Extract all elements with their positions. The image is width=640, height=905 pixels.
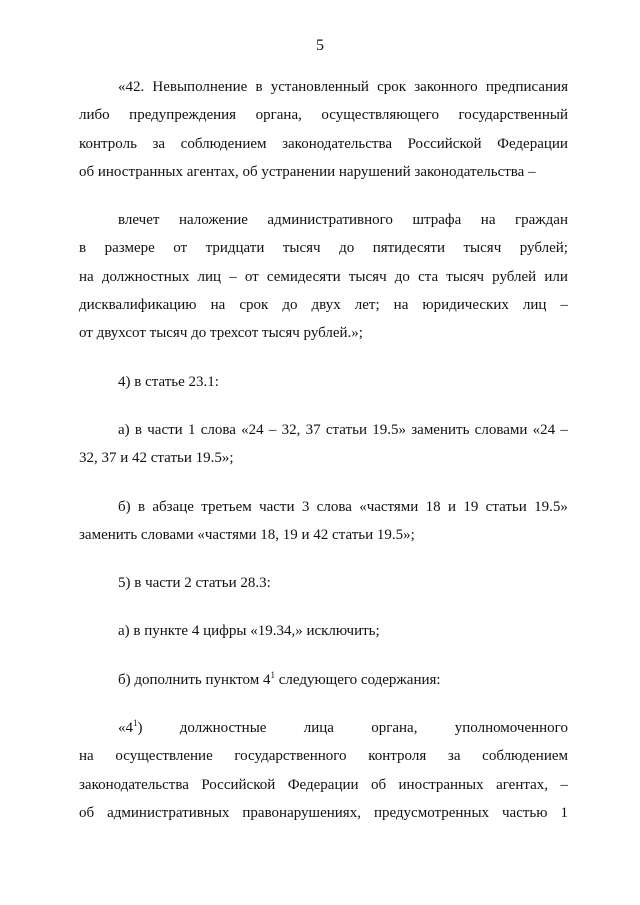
word: частью — [502, 804, 548, 821]
word: размере — [104, 240, 155, 257]
word: двух — [311, 297, 341, 314]
word: 18 — [425, 498, 441, 515]
word: наложение — [178, 212, 248, 229]
word: срок — [377, 79, 407, 95]
word: влечет — [118, 212, 160, 229]
word: лет; — [354, 297, 380, 314]
word: в — [79, 240, 87, 257]
word: уполномоченного — [454, 720, 568, 737]
word: должностных — [101, 268, 190, 285]
text-line: 5) в части 2 статьи 28.3: — [118, 575, 271, 592]
paragraph — [79, 73, 568, 186]
word: на — [79, 748, 94, 765]
page-number: 5 — [316, 37, 324, 54]
word: законодательства — [79, 776, 189, 793]
text-line — [79, 493, 568, 521]
text-line: заменить словами «частями 18, 19 и 42 статьи 19.5»; — [79, 526, 415, 543]
word: на — [79, 268, 94, 285]
word: срок — [239, 297, 269, 314]
word: законного — [414, 79, 478, 95]
superscript: 1 — [133, 718, 138, 729]
word: иностранных — [398, 776, 484, 793]
word: соблюдением — [482, 748, 568, 765]
word: 32, — [281, 421, 301, 438]
word: а) — [118, 421, 130, 438]
word: тысяч — [446, 268, 485, 285]
word: штрафа — [412, 212, 462, 229]
word: и — [447, 498, 457, 515]
word: слова — [316, 498, 352, 515]
text-line: от двухсот тысяч до трехсот тысяч рублей.»; — [79, 325, 363, 342]
item-number — [118, 714, 143, 742]
word: до — [394, 268, 410, 285]
text-line — [79, 416, 568, 444]
word: в — [137, 498, 146, 515]
word: 19 — [463, 498, 479, 515]
word: тысяч — [348, 268, 387, 285]
paragraph — [79, 206, 568, 347]
word: за — [152, 135, 166, 152]
word: словами — [474, 421, 528, 438]
word: государственный — [458, 107, 568, 124]
word: или — [544, 268, 568, 285]
text-part: следующего содержания: — [274, 671, 441, 688]
text-part: б) дополнить пунктом 4 — [118, 671, 271, 688]
word: лиц — [522, 297, 547, 314]
word: предусмотренных — [373, 804, 490, 821]
word: пятидесяти — [372, 240, 446, 257]
word: тридцати — [205, 240, 265, 257]
word: статьи — [325, 421, 367, 438]
text-line — [79, 234, 568, 262]
word: до — [282, 297, 298, 314]
paragraph — [79, 714, 568, 827]
word: ста — [418, 268, 439, 285]
word: предписания — [485, 79, 568, 95]
word: агентах, — [496, 776, 549, 793]
word: контроль — [79, 135, 137, 152]
text-line: 4) в статье 23.1: — [118, 373, 219, 390]
word: за — [447, 748, 461, 765]
word: «частями — [359, 498, 419, 515]
text-line — [79, 799, 568, 827]
word: заменить — [411, 421, 470, 438]
text-line — [79, 714, 568, 742]
paragraph — [79, 416, 568, 473]
word: до — [339, 240, 355, 257]
word: от — [244, 268, 259, 285]
word: семидесяти — [266, 268, 341, 285]
word: статьи — [485, 498, 527, 515]
text-line: а) в пункте 4 цифры «19.34,» исключить; — [118, 623, 380, 640]
text-line — [79, 666, 568, 694]
text-line — [79, 771, 568, 799]
word: в — [134, 421, 142, 438]
text-line — [79, 130, 568, 158]
word: – — [560, 776, 568, 793]
word: «24 — [532, 421, 556, 438]
paragraph — [79, 666, 568, 694]
word: Российской — [201, 776, 276, 793]
word: рублей — [492, 268, 537, 285]
text-line — [79, 206, 568, 234]
paragraph — [79, 493, 568, 550]
text-part: ) — [137, 720, 143, 737]
word: Российской — [407, 135, 482, 152]
word: административных — [107, 804, 230, 821]
text-line — [79, 263, 568, 291]
word: правонарушениях, — [242, 804, 361, 821]
paragraph — [79, 368, 568, 396]
text-part: «4 — [118, 720, 133, 737]
word: Федерации — [287, 776, 359, 793]
text-line — [79, 101, 568, 129]
word: Федерации — [497, 135, 568, 152]
word: абзаце — [152, 498, 194, 515]
word: – — [229, 268, 237, 285]
word: в — [255, 79, 263, 95]
word: об — [370, 776, 387, 793]
word: части — [147, 421, 183, 438]
word: 1 — [560, 804, 568, 821]
word: «42. — [118, 79, 145, 95]
word: рублей; — [519, 240, 568, 257]
text-line — [79, 291, 568, 319]
word: лиц — [197, 268, 222, 285]
text-line: 32, 37 и 42 статьи 19.5»; — [79, 450, 234, 467]
word: лица — [303, 720, 334, 737]
word: установленный — [270, 79, 369, 95]
word: части — [259, 498, 295, 515]
word: об — [79, 804, 95, 821]
word: тысяч — [282, 240, 321, 257]
word: либо — [79, 107, 110, 124]
word: осуществление — [115, 748, 213, 765]
word: должностные — [179, 720, 267, 737]
word: юридических — [422, 297, 509, 314]
word: от — [173, 240, 188, 257]
superscript: 1 — [270, 669, 275, 680]
word: Невыполнение — [152, 79, 248, 95]
word: дисквалификацию — [79, 297, 197, 314]
paragraph — [79, 617, 568, 645]
word: осуществляющего — [321, 107, 439, 124]
word: 37 — [305, 421, 321, 438]
word: государственного — [234, 748, 347, 765]
word: органа, — [255, 107, 302, 124]
word: контроля — [368, 748, 427, 765]
word: – — [268, 421, 277, 438]
word: слова — [200, 421, 236, 438]
word: административного — [267, 212, 393, 229]
word: органа, — [371, 720, 418, 737]
word: – — [560, 297, 568, 314]
paragraph — [79, 569, 568, 597]
word: законодательства — [282, 135, 392, 152]
word: 3 — [301, 498, 310, 515]
word: соблюдением — [180, 135, 267, 152]
word: тысяч — [463, 240, 502, 257]
text-line: об иностранных агентах, об устранении нарушений законодательства – — [79, 163, 536, 180]
word: 19.5» — [534, 498, 568, 515]
text-line — [79, 742, 568, 770]
text-line — [79, 73, 568, 101]
document-body — [79, 73, 568, 827]
word: предупреждения — [129, 107, 237, 124]
word: третьем — [201, 498, 252, 515]
word: 1 — [187, 421, 196, 438]
word: на — [393, 297, 409, 314]
word: на — [480, 212, 496, 229]
word: граждан — [515, 212, 568, 229]
word: – — [560, 421, 568, 438]
word: 19.5» — [372, 421, 406, 438]
word: «24 — [241, 421, 264, 438]
word: б) — [118, 498, 131, 515]
word: на — [210, 297, 226, 314]
